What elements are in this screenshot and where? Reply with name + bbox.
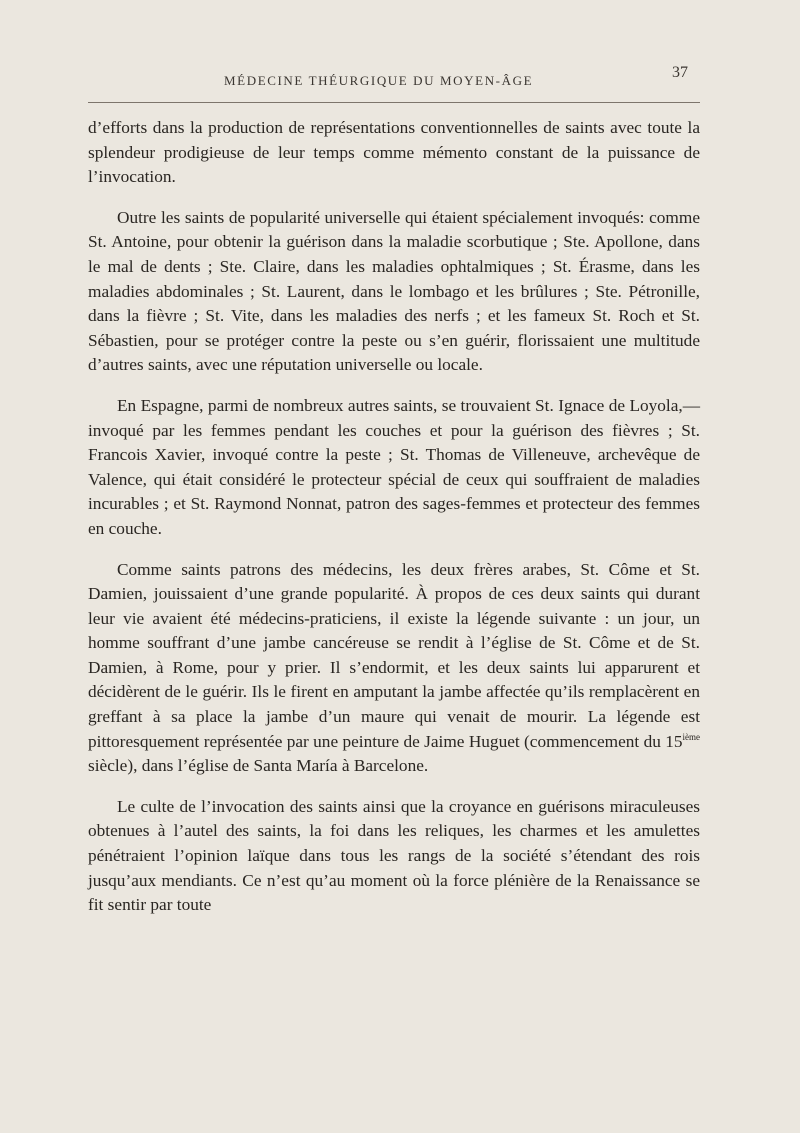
paragraph-text-before: Comme saints patrons des médecins, les deux frères arabes, St. Côme et St. Damien, jouissaient d’une grande popularité. À propos de ces deux saints qui durant leur vie avaient été médecins-praticiens, il existe la légende suivante : un jour, un homme souffrant d’une jambe cancéreuse se rendit à l’église de St. Côme et de St. Damien, à Rome, pour y prier. Il s’endormit, et les deux saints lui apparurent et décidèrent de le guérir. Ils le firent en amputant la jambe affectée qu’ils remplacèrent en greffant à sa place la jambe d’un maure qui venait de mourir. La légende est pittoresquement représentée par une peinture de Jaime Huguet (commencement du 15	[88, 559, 700, 751]
page-number: 37	[672, 64, 688, 81]
paragraph-universal-saints: Outre les saints de popularité universelle qui étaient spécialement invoqués: comme St. Antoine, pour obtenir la guérison dans la maladie scorbutique ; Ste. Apollone, dans le mal de dents ; Ste. Claire, dans les maladies ophtalmiques ; St. Érasme, dans les maladies abdominales ; St. Laurent, dans le lombago et les brûlures ; Ste. Pétronille, dans la fièvre ; St. Vite, dans les maladies des nerfs ; et les fameux St. Roch et St. Sébastien, pour se protéger contre la peste ou s’en guérir, florissaient une multitude d’autres saints, avec une réputation universelle ou locale.	[88, 207, 700, 375]
page-header	[88, 58, 700, 103]
century-superscript: ième	[682, 731, 700, 742]
paragraph-physician-patrons	[88, 558, 700, 779]
running-head: MÉDECINE THÉURGIQUE DU MOYEN-ÂGE	[224, 73, 534, 88]
body-text	[88, 116, 700, 934]
paragraph-spain-saints: En Espagne, parmi de nombreux autres saints, se trouvaient St. Ignace de Loyola,—invoqué par les femmes pendant les couches et pour la guérison des fièvres ; St. Francois Xavier, invoqué contre la peste ; St. Thomas de Villeneuve, archevêque de Valence, qui était considéré le protecteur spécial de ceux qui souffraient de maladies incurables ; et St. Raymond Nonnat, patron des sages-femmes et protecteur des femmes en couche.	[88, 395, 700, 538]
paragraph-cult-of-invocation: Le culte de l’invocation des saints ainsi que la croyance en guérisons miraculeuses obtenues à l’autel des saints, la foi dans les reliques, les charmes et les amulettes pénétraient l’opinion laïque dans tous les rangs de la société s’étendant des rois jusqu’aux mendiants. Ce n’est qu’au moment où la force plénière de la Renaissance se fit sentir par toute	[88, 796, 700, 915]
paragraph-text-after: siècle), dans l’église de Santa María à Barcelone.	[88, 756, 429, 776]
paragraph-continuation: d’efforts dans la production de représentations conventionnelles de saints avec toute la splendeur prodigieuse de leur temps comme mémento constant de la puissance de l’invocation.	[88, 118, 700, 187]
